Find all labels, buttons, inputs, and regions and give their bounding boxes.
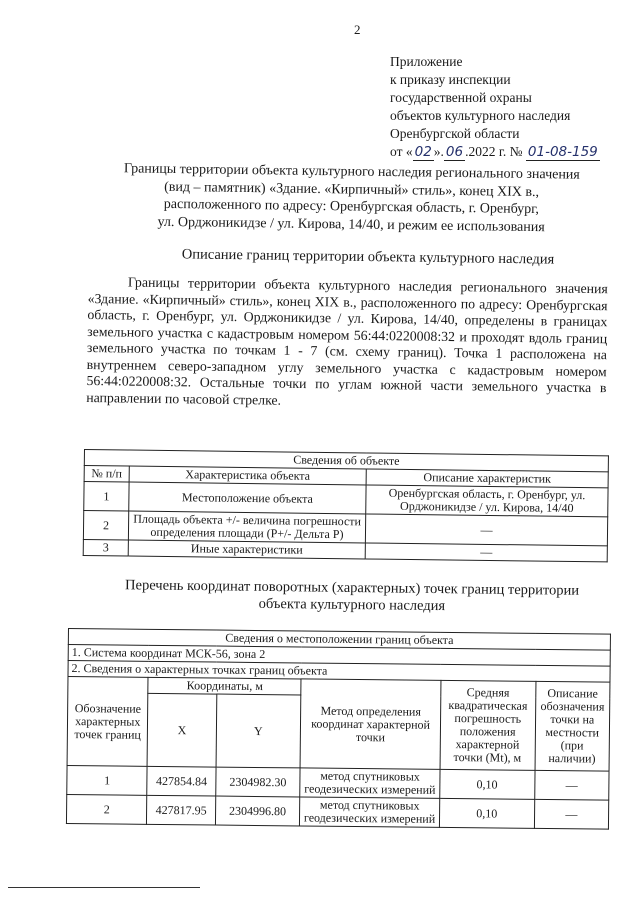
date-month-handwritten: 06	[445, 144, 464, 160]
table-caption: Сведения о местоположении границ объекта	[68, 629, 610, 651]
cell-error: 0,10	[440, 769, 535, 799]
date-prefix: от «	[390, 144, 413, 159]
points-info-row: 2. Сведения о характерных точках границ объекта	[68, 661, 610, 683]
cell-y: 2304996.80	[215, 796, 300, 826]
cell-method: метод спутниковых геодезических измерений	[300, 768, 440, 798]
cell-y: 2304982.30	[215, 767, 300, 797]
document-title	[101, 160, 602, 237]
cell-x: 427854.84	[147, 766, 216, 796]
table-row	[66, 794, 608, 829]
heading-line: объекта культурного наследия	[258, 595, 446, 615]
footnote-divider	[8, 887, 200, 888]
object-info-table	[83, 449, 609, 562]
title-line: (вид – памятник) «Здание. «Кирпичный» стиль», конец XIX в.,	[164, 179, 540, 200]
section-heading: Описание границ территории объекта культурного наследия	[181, 246, 555, 268]
cell-descr: —	[534, 799, 609, 829]
order-number-handwritten: 01-08-159	[527, 144, 598, 160]
cell-error: 0,10	[439, 798, 534, 828]
date-day-handwritten: 02	[414, 144, 432, 160]
title-line: ул. Орджоникидзе / ул. Кирова, 14/40, и режим ее использования	[157, 214, 545, 235]
heading-line: Перечень координат поворотных (характерных) точек границ территории	[125, 577, 580, 599]
column-header: Описание характеристик	[366, 469, 608, 488]
cell-desc: —	[365, 543, 607, 562]
column-header: Описание обозначения точки на местности (при наличии)	[535, 681, 610, 771]
coordinate-system-row: 1. Система координат МСК-56, зона 2	[68, 645, 610, 667]
date-mid: ».	[433, 144, 444, 159]
column-header: Характеристика объекта	[129, 466, 366, 485]
cell-desc: —	[365, 514, 607, 546]
cell-point: 1	[67, 765, 148, 795]
cell-name: Иные характеристики	[128, 540, 365, 559]
title-line: Границы территории объекта культурного наследия регионального значения	[123, 161, 580, 183]
appendix-line: объектов культурного наследия	[390, 108, 571, 123]
appendix-line: Оренбургской области	[390, 126, 520, 141]
coordinates-heading	[92, 577, 612, 617]
appendix-line: Приложение	[390, 54, 463, 69]
column-header: Y	[216, 694, 301, 768]
column-header: X	[148, 693, 217, 767]
cell-number: 1	[84, 482, 129, 512]
column-header: Метод определения координат характерной точки	[300, 679, 440, 769]
cell-point: 2	[66, 794, 147, 824]
coordinates-table	[66, 628, 611, 830]
column-header: Средняя квадратическая погрешность положения характерной точки (Mt), м	[440, 680, 536, 770]
cell-number: 3	[83, 539, 128, 556]
cell-method: метод спутниковых геодезических измерений	[300, 797, 440, 827]
appendix-line: к приказу инспекции	[390, 72, 511, 87]
appendix-date-line	[390, 143, 600, 161]
cell-descr: —	[534, 770, 609, 800]
cell-name: Площадь объекта +/- величина погрешности определения площади (Р+/- Дельта Р)	[128, 511, 365, 543]
page-number: 2	[354, 22, 361, 37]
column-header: Обозначение характерных точек границ	[67, 677, 148, 767]
appendix-line: государственной охраны	[390, 90, 532, 105]
cell-x: 427817.95	[147, 795, 216, 825]
title-line: расположенного по адресу: Оренбургская область, г. Оренбург,	[163, 196, 540, 218]
appendix-block	[390, 53, 600, 161]
boundary-description: Границы территории объекта культурного наследия регионального значения «Здание. «Кирпичный» стиль», конец XIX в., расположенного по адресу: Оренбургская область, г. Оренбург, ул. Орджоникидзе / ул. Кирова, 14/40, определены в границах земельного участка с кадастровым номером 56:44:0220008:32 и проходят вдоль границ земельного участка по точкам 1 - 7 (см. схему границ). Точка 1 расположена на внутреннем северо-западном углу земельного участка с кадастровым номером 56:44:0220008:32. Остальные точки по углам южной части земельного участка в направлении по часовой стрелке.	[86, 274, 608, 408]
cell-name: Местоположение объекта	[129, 482, 366, 514]
cell-number: 2	[83, 511, 128, 541]
cell-desc: Оренбургская область, г. Оренбург, ул. Орджоникидзе / ул. Кирова, 14/40	[366, 485, 608, 517]
column-header: Координаты, м	[148, 677, 301, 695]
date-year: .2022 г. №	[465, 144, 523, 159]
column-header: № п/п	[84, 466, 129, 483]
table-caption: Сведения об объекте	[84, 450, 608, 472]
